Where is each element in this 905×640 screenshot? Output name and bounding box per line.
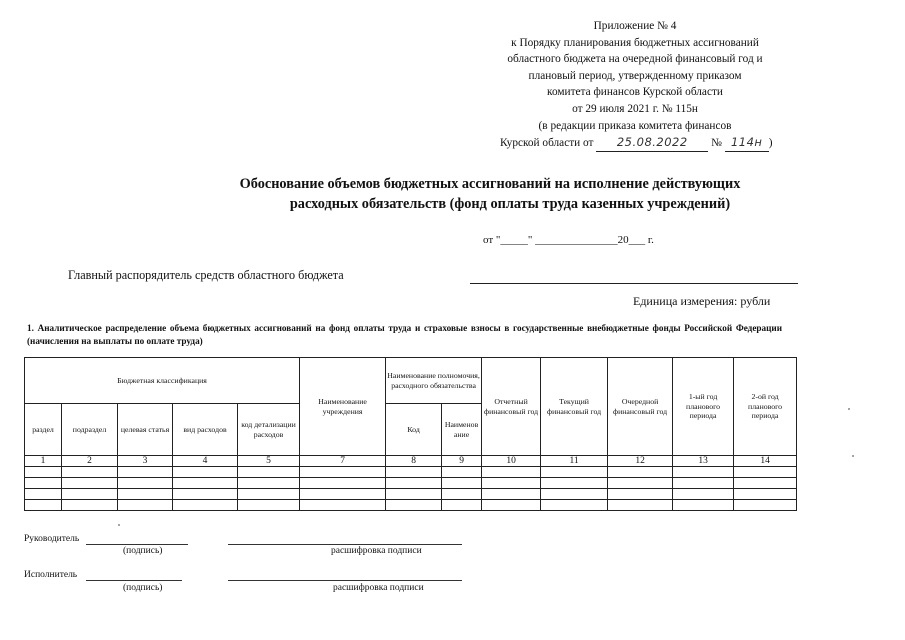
table-row xyxy=(25,478,797,489)
appendix-header xyxy=(470,18,800,152)
executor-decode-caption: расшифровка подписи xyxy=(333,583,424,593)
document-title xyxy=(150,174,830,214)
section-1-heading: 1. Аналитическое распределение объема бюджетных ассигнований на фонд оплаты труда и страховые взносы в государственные внебюджетные фонды Российской Федерации (начисления на выплаты по оплате труда) xyxy=(27,323,782,346)
column-number: 9 xyxy=(442,456,482,467)
scan-speck xyxy=(848,408,850,410)
header-plan-year-2: 2-ой год планового периода xyxy=(734,358,797,456)
number-label: № xyxy=(711,137,722,150)
scan-speck xyxy=(852,455,854,457)
header-section: раздел xyxy=(25,404,62,456)
appendix-line: плановый период, утвержденному приказом xyxy=(528,69,742,82)
header-powers-name: Наименование полномочия, расходного обязательства xyxy=(386,358,482,404)
appendix-line: от 29 июля 2021 г. № 115н xyxy=(572,102,698,115)
column-number: 13 xyxy=(673,456,734,467)
header-current-year: Текущий финансовый год xyxy=(541,358,608,456)
column-number: 11 xyxy=(541,456,608,467)
column-number: 5 xyxy=(238,456,300,467)
column-number: 8 xyxy=(386,456,442,467)
header-next-year: Очередной финансовый год xyxy=(608,358,673,456)
executor-signature-line xyxy=(86,580,182,581)
header-name: Наименов ание xyxy=(442,404,482,456)
head-signature-line xyxy=(86,544,188,545)
header-plan-year-1: 1-ый год планового периода xyxy=(673,358,734,456)
head-signature-caption: (подпись) xyxy=(123,546,163,556)
column-numbers-row xyxy=(25,456,797,467)
unit-label: Единица измерения: рубли xyxy=(633,294,771,308)
executor-label: Исполнитель xyxy=(24,570,78,580)
chief-manager-line xyxy=(470,283,798,284)
scan-speck xyxy=(118,524,120,526)
column-number: 12 xyxy=(608,456,673,467)
head-label: Руководитель xyxy=(24,534,80,544)
executor-signature-caption: (подпись) xyxy=(123,583,163,593)
appendix-amendment-line: Курской области от 25.08.2022 № 114н ) xyxy=(470,134,800,152)
header-subsection: подраздел xyxy=(62,404,118,456)
handwritten-date: 25.08.2022 xyxy=(596,134,708,152)
column-number: 4 xyxy=(173,456,238,467)
header-expense-type: вид расходов xyxy=(173,404,238,456)
table-row xyxy=(25,489,797,500)
head-decode-line xyxy=(228,544,462,545)
executor-decode-line xyxy=(228,580,462,581)
column-number: 3 xyxy=(118,456,173,467)
appendix-line: комитета финансов Курской области xyxy=(547,86,723,99)
header-institution-name: Наименование учреждения xyxy=(300,358,386,456)
appendix-line: к Порядку планирования бюджетных ассигнований xyxy=(511,36,759,49)
header-target-article: целевая статья xyxy=(118,404,173,456)
column-number: 1 xyxy=(25,456,62,467)
title-line-1: Обоснование объемов бюджетных ассигнований на исполнение действующих xyxy=(239,176,741,192)
chief-manager-label: Главный распорядитель средств областного бюджета xyxy=(68,268,344,282)
header-detail-code: код детализации расходов xyxy=(238,404,300,456)
appendix-line: (в редакции приказа комитета финансов xyxy=(538,119,732,132)
title-line-2: расходных обязательств (фонд оплаты труда казенных учреждений) xyxy=(289,196,731,212)
header-code: Код xyxy=(386,404,442,456)
handwritten-number: 114н xyxy=(725,134,769,152)
table-row xyxy=(25,500,797,511)
appendix-prefix: Курской области от xyxy=(500,137,594,150)
appendix-line: областного бюджета на очередной финансовый год и xyxy=(507,53,763,66)
header-budget-classification: Бюджетная классификация xyxy=(25,358,300,404)
column-number: 2 xyxy=(62,456,118,467)
head-decode-caption: расшифровка подписи xyxy=(331,546,422,556)
column-number: 14 xyxy=(734,456,797,467)
table-row xyxy=(25,467,797,478)
column-number: 10 xyxy=(482,456,541,467)
column-number: 7 xyxy=(300,456,386,467)
appendix-line: Приложение № 4 xyxy=(593,20,677,32)
date-line: от "_____" _______________20___ г. xyxy=(483,234,654,246)
budget-table xyxy=(24,357,797,511)
header-reporting-year: Отчетный финансовый год xyxy=(482,358,541,456)
